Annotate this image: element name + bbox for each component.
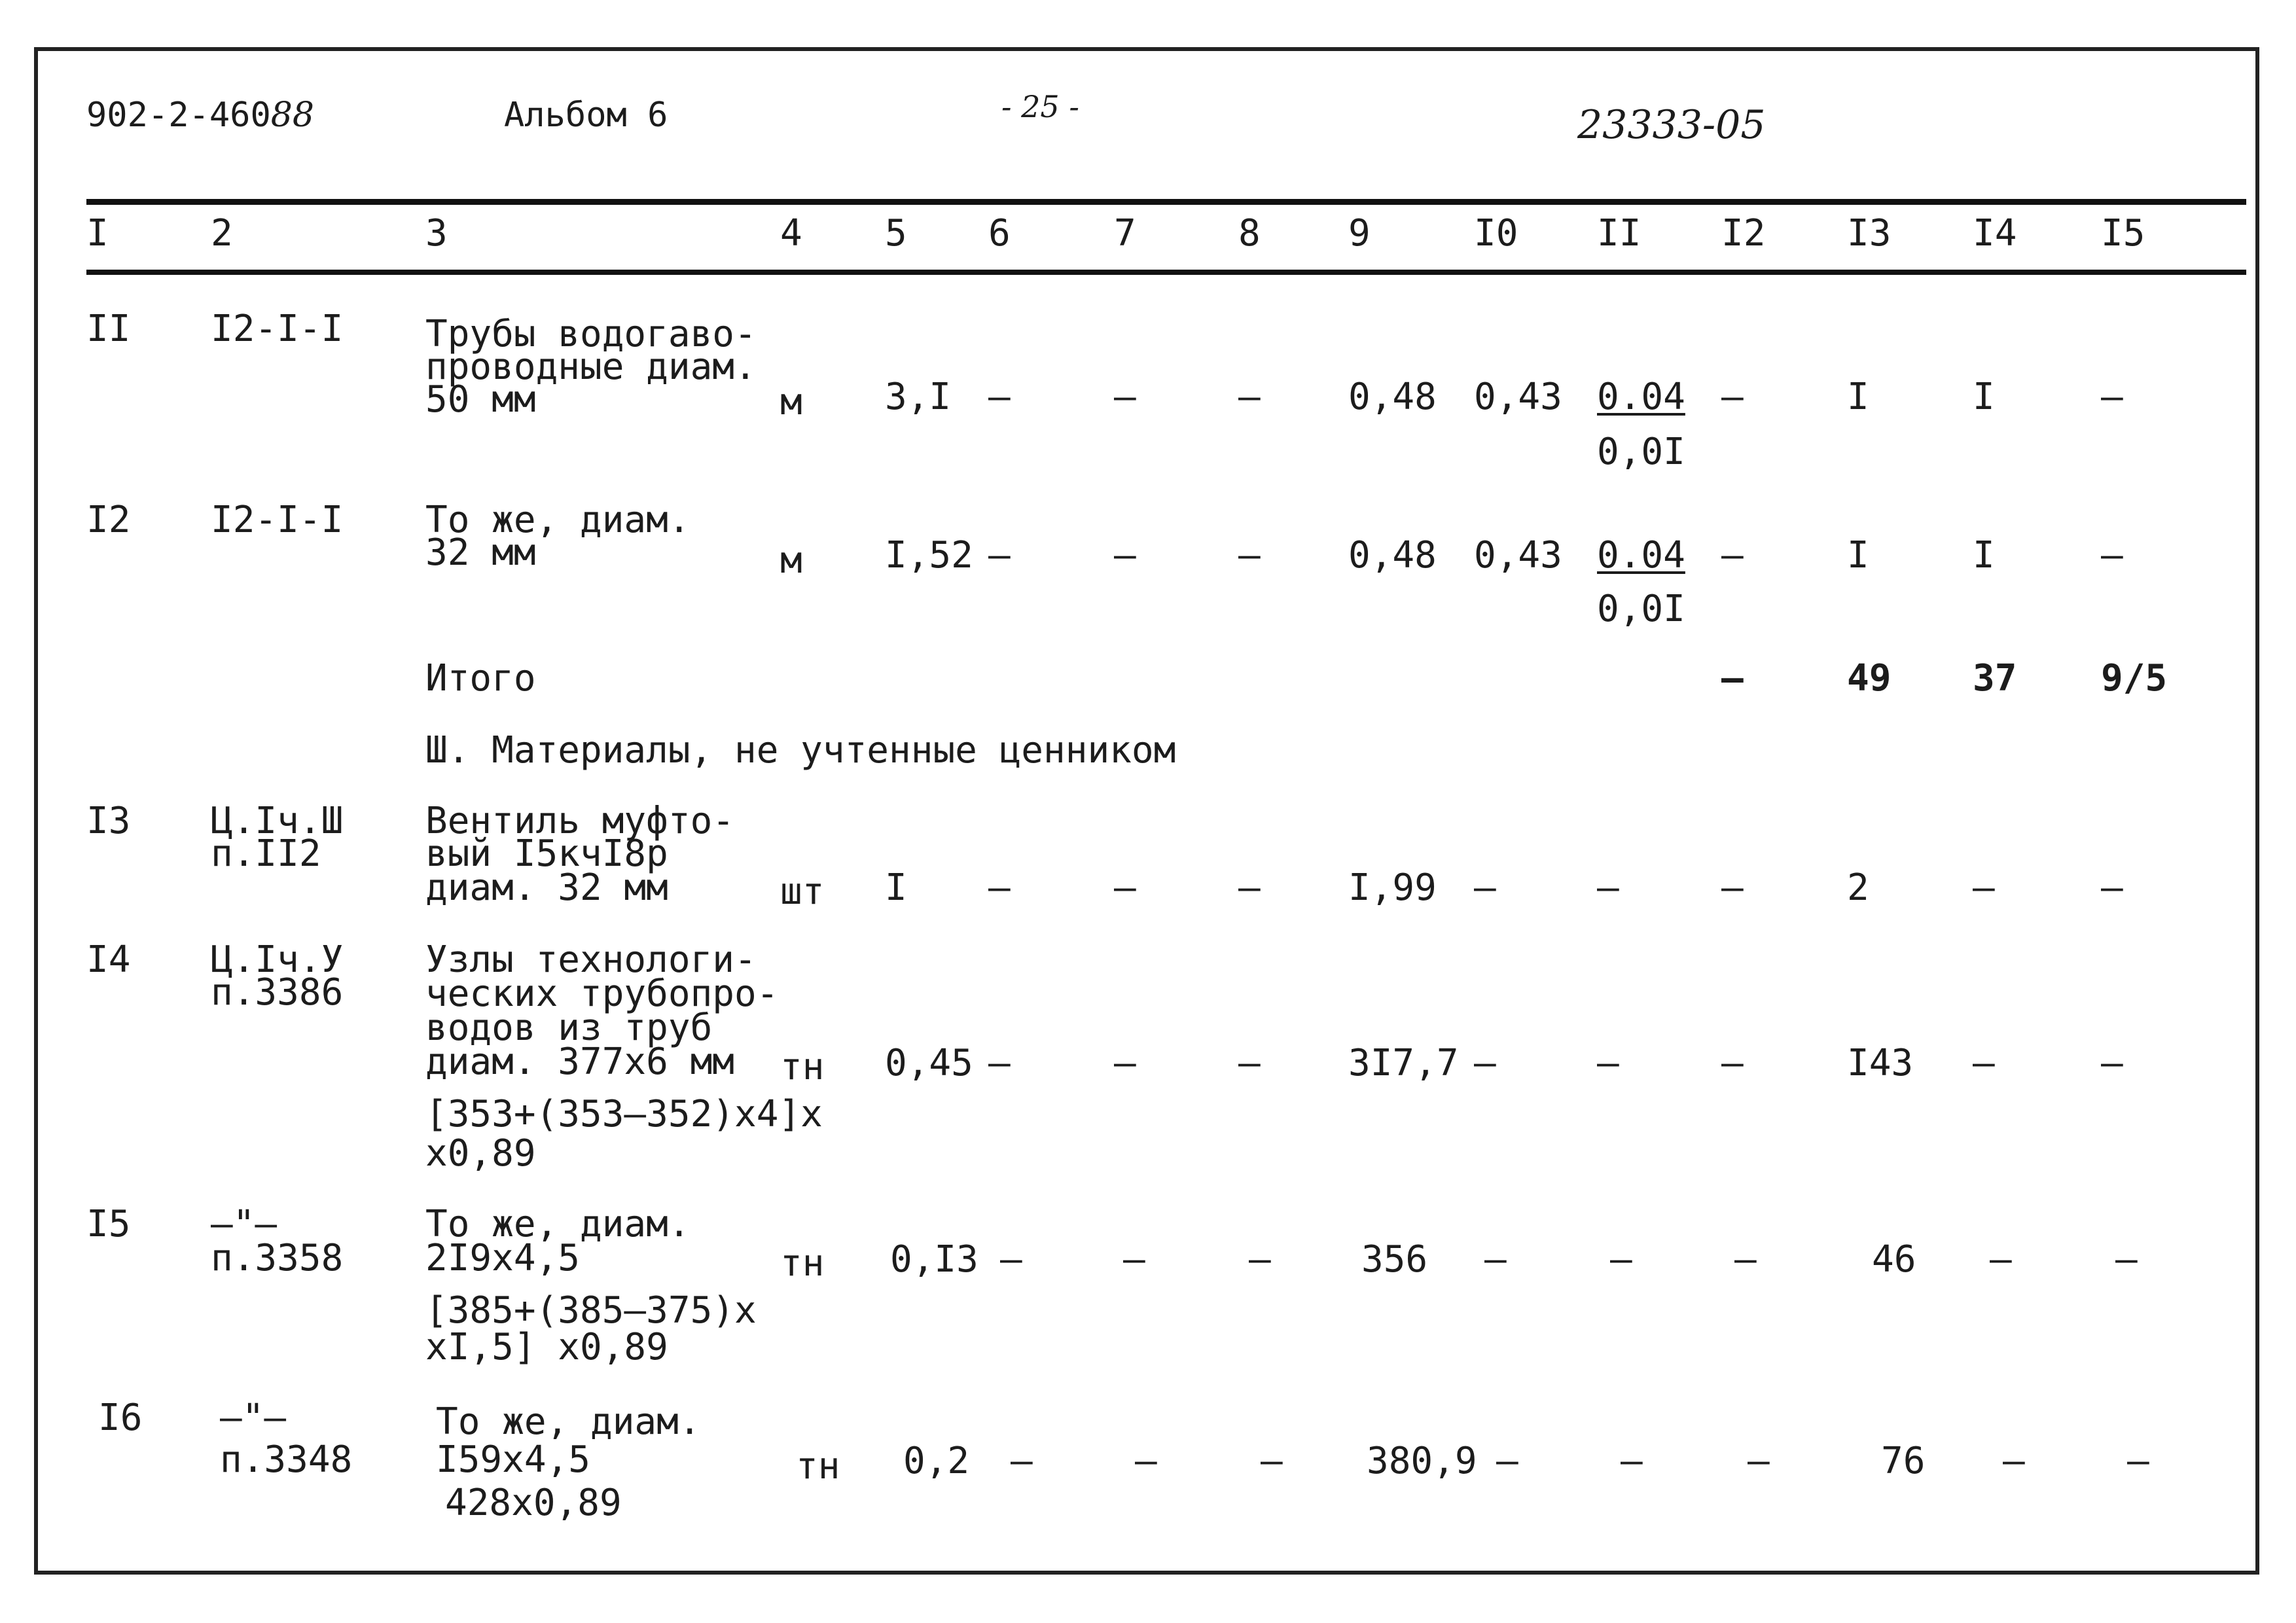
- col-13-value: I: [1847, 534, 1869, 577]
- col-12-value: –: [1734, 1238, 1757, 1281]
- col-9-value: 356: [1361, 1238, 1428, 1281]
- item-description: То же, диам.: [425, 1203, 691, 1245]
- col-8-value: –: [1249, 1238, 1271, 1281]
- col-10-value: –: [1474, 866, 1496, 909]
- col-12-value: –: [1721, 376, 1744, 418]
- col-14-value: –: [1973, 866, 1995, 909]
- col-11-value-bottom: 0,0I: [1597, 431, 1685, 473]
- col-14-value: I: [1973, 534, 1995, 577]
- item-description: То же, диам.: [436, 1400, 701, 1443]
- item-description: проводные диам.: [425, 346, 757, 388]
- section-heading: Ш. Материалы, не учтенные ценником: [425, 729, 1176, 772]
- col-6-value: –: [988, 1042, 1011, 1084]
- col-13-value: 2: [1847, 866, 1869, 909]
- col-8-value: –: [1238, 376, 1261, 418]
- quantity-formula: [385+(385–375)х: [425, 1289, 757, 1332]
- norm-code: I2-I-I: [211, 308, 344, 350]
- col-12-value: –: [1721, 534, 1744, 577]
- item-description: вый I5кчI8р: [425, 832, 668, 875]
- col-header-14: I4: [1973, 212, 2017, 255]
- col-11-value-bottom: 0,0I: [1597, 588, 1685, 630]
- col-14-value: –: [2003, 1440, 2025, 1482]
- item-description: 50 мм: [425, 378, 536, 421]
- col-header-10: I0: [1474, 212, 1518, 255]
- col-12-value: –: [1748, 1440, 1770, 1482]
- norm-code: I2-I-I: [211, 499, 344, 541]
- col-15-value: –: [2101, 534, 2123, 577]
- row-number: I3: [86, 800, 131, 842]
- quantity: 3,I: [885, 376, 952, 418]
- item-description: I59х4,5: [436, 1438, 591, 1481]
- item-description: То же, диам.: [425, 499, 691, 541]
- norm-code: Ц.Iч.Ш: [211, 800, 344, 842]
- col-header-1: I: [86, 212, 109, 255]
- col-11-value: –: [1597, 1042, 1619, 1084]
- col-header-8: 8: [1238, 212, 1261, 255]
- col-10-value: –: [1474, 1042, 1496, 1084]
- total-col-15: 9/5: [2101, 657, 2168, 700]
- quantity-formula: х0,89: [425, 1132, 536, 1175]
- col-6-value: –: [1011, 1440, 1033, 1482]
- col-6-value: –: [988, 376, 1011, 418]
- col-6-value: –: [988, 866, 1011, 909]
- col-14-value: –: [1990, 1238, 2012, 1281]
- col-15-value: –: [2101, 1042, 2123, 1084]
- item-description: Узлы технологи-: [425, 938, 757, 981]
- col-12-value: –: [1721, 1042, 1744, 1084]
- col-6-value: –: [1000, 1238, 1022, 1281]
- col-header-6: 6: [988, 212, 1011, 255]
- norm-code: –"–: [211, 1203, 278, 1245]
- album-label: Альбом 6: [504, 96, 668, 135]
- col-14-value: I: [1973, 376, 1995, 418]
- col-13-value: 76: [1881, 1440, 1926, 1482]
- col-7-value: –: [1123, 1238, 1145, 1281]
- col-header-12: I2: [1721, 212, 1766, 255]
- col-11-value: –: [1621, 1440, 1643, 1482]
- unit: м: [780, 381, 802, 423]
- page-number: - 25 -: [1001, 89, 1079, 124]
- col-13-value: I43: [1847, 1042, 1914, 1084]
- col-12-value: –: [1721, 866, 1744, 909]
- col-9-value: 380,9: [1367, 1440, 1477, 1482]
- row-number: I5: [86, 1203, 131, 1245]
- total-col-14: 37: [1973, 657, 2017, 700]
- col-10-value: –: [1484, 1238, 1507, 1281]
- col-14-value: –: [1973, 1042, 1995, 1084]
- quantity: I,52: [885, 534, 973, 577]
- col-11-value-top: 0.04: [1597, 534, 1685, 577]
- col-8-value: –: [1238, 534, 1261, 577]
- col-header-9: 9: [1348, 212, 1371, 255]
- col-header-3: 3: [425, 212, 448, 255]
- col-10-value: –: [1496, 1440, 1518, 1482]
- col-7-value: –: [1114, 866, 1136, 909]
- quantity: I: [885, 866, 907, 909]
- total-label: Итого: [425, 657, 536, 700]
- doc-code-number: 902-2-460: [86, 96, 271, 135]
- unit: м: [780, 539, 802, 582]
- norm-code: п.3358: [211, 1237, 344, 1279]
- norm-code: п.3386: [211, 971, 344, 1014]
- col-7-value: –: [1135, 1440, 1157, 1482]
- page-frame: [34, 47, 2259, 1575]
- col-9-value: I,99: [1348, 866, 1437, 909]
- row-number: I4: [86, 938, 131, 981]
- col-15-value: –: [2127, 1440, 2149, 1482]
- col-header-11: II: [1597, 212, 1641, 255]
- item-description: 428х0,89: [445, 1482, 622, 1524]
- col-header-7: 7: [1114, 212, 1136, 255]
- item-description: ческих трубопро-: [425, 972, 779, 1015]
- col-15-value: –: [2101, 866, 2123, 909]
- quantity: 0,45: [885, 1042, 973, 1084]
- quantity: 0,I3: [890, 1238, 978, 1281]
- col-9-value: 0,48: [1348, 376, 1437, 418]
- col-9-value: 0,48: [1348, 534, 1437, 577]
- col-11-value-top: 0.04: [1597, 376, 1685, 418]
- unit: тн: [780, 1242, 825, 1285]
- col-11-value: –: [1610, 1238, 1632, 1281]
- sheet-code: 23333-05: [1577, 102, 1766, 148]
- col-header-15: I5: [2101, 212, 2145, 255]
- row-number: I6: [98, 1397, 143, 1439]
- col-7-value: –: [1114, 376, 1136, 418]
- row-number: II: [86, 308, 131, 350]
- total-col-12: –: [1721, 657, 1744, 700]
- col-8-value: –: [1238, 866, 1261, 909]
- doc-code-handwritten: 88: [270, 96, 314, 135]
- quantity-formula: хI,5] х0,89: [425, 1326, 668, 1368]
- col-7-value: –: [1114, 534, 1136, 577]
- col-13-value: 46: [1872, 1238, 1916, 1281]
- doc-code: [86, 96, 314, 135]
- col-header-2: 2: [211, 212, 233, 255]
- col-9-value: 3I7,7: [1348, 1042, 1459, 1084]
- col-10-value: 0,43: [1474, 534, 1562, 577]
- col-8-value: –: [1261, 1440, 1283, 1482]
- unit: тн: [780, 1046, 825, 1088]
- norm-code: –"–: [220, 1397, 287, 1439]
- item-description: Вентиль муфто-: [425, 800, 735, 842]
- item-description: 2I9х4,5: [425, 1237, 581, 1279]
- col-7-value: –: [1114, 1042, 1136, 1084]
- quantity: 0,2: [903, 1440, 970, 1482]
- col-13-value: I: [1847, 376, 1869, 418]
- row-number: I2: [86, 499, 131, 541]
- item-description: 32 мм: [425, 531, 536, 574]
- col-header-5: 5: [885, 212, 907, 255]
- unit: шт: [780, 870, 825, 913]
- item-description: Трубы водогаво-: [425, 313, 757, 355]
- header-top-rule: [86, 199, 2246, 205]
- header-bottom-rule: [86, 270, 2246, 275]
- col-10-value: 0,43: [1474, 376, 1562, 418]
- col-header-4: 4: [780, 212, 802, 255]
- item-description: водов из труб: [425, 1007, 713, 1049]
- item-description: диам. 377х6 мм: [425, 1041, 735, 1083]
- item-description: диам. 32 мм: [425, 866, 668, 909]
- col-15-value: –: [2115, 1238, 2138, 1281]
- col-6-value: –: [988, 534, 1011, 577]
- norm-code: п.II2: [211, 832, 321, 875]
- quantity-formula: [353+(353–352)х4]х: [425, 1093, 823, 1135]
- total-col-13: 49: [1847, 657, 1892, 700]
- col-8-value: –: [1238, 1042, 1261, 1084]
- col-11-value: –: [1597, 866, 1619, 909]
- unit: тн: [796, 1445, 840, 1488]
- norm-code: Ц.Iч.У: [211, 938, 344, 981]
- col-header-13: I3: [1847, 212, 1892, 255]
- col-15-value: –: [2101, 376, 2123, 418]
- norm-code: п.3348: [220, 1438, 353, 1481]
